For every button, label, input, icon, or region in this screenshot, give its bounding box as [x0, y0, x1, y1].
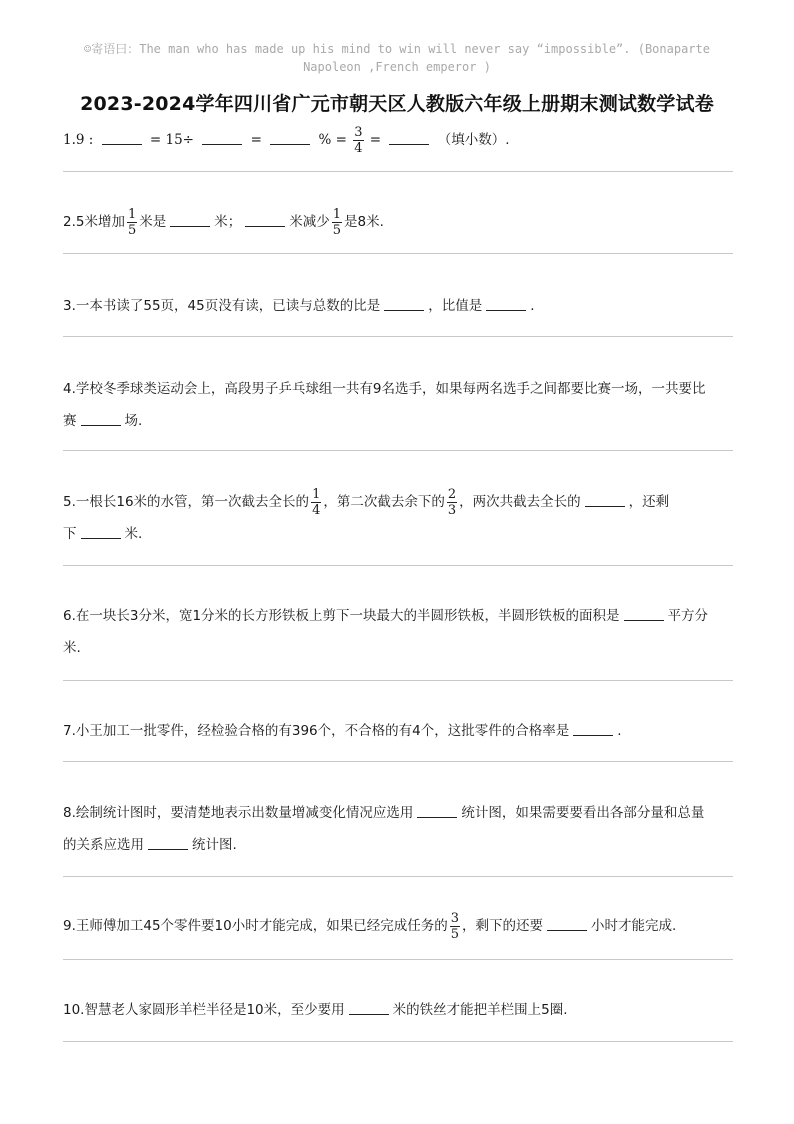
answer-blank[interactable] [486, 296, 526, 311]
divider [63, 680, 733, 681]
fraction: $\frac{1}{5}$ [332, 206, 342, 238]
divider [63, 565, 733, 566]
answer-blank[interactable] [624, 606, 664, 621]
question-1: 1.9 : = 15÷ = % = $\frac{3}{4}$ = （填小数）. [63, 124, 510, 156]
divider [63, 171, 733, 172]
motto-header [40, 40, 754, 76]
divider [63, 1041, 733, 1042]
question-8: 8.绘制统计图时，要清楚地表示出数量增减变化情况应选用 统计图，如果需要要看出各部分量和总量 的关系应选用 统计图. [63, 805, 705, 853]
question-3: 3.一本书读了55页，45页没有读，已读与总数的比是 ，比值是 . [63, 298, 535, 314]
question-6: 6.在一块长3分米，宽1分米的长方形铁板上剪下一块最大的半圆形铁板，半圆形铁板的面积是 平方分 米. [63, 608, 709, 656]
answer-blank[interactable] [384, 296, 424, 311]
divider [63, 761, 733, 762]
fraction: $\frac{1}{5}$ [127, 206, 137, 238]
answer-blank[interactable] [81, 411, 121, 426]
answer-blank[interactable] [102, 130, 142, 145]
divider [63, 336, 733, 337]
answer-blank[interactable] [573, 721, 613, 736]
answer-blank[interactable] [349, 1000, 389, 1015]
question-9: 9.王师傅加工45个零件要10小时才能完成，如果已经完成任务的 $\frac{3}{5}$ ，剩下的还要 小时才能完成. [63, 910, 677, 942]
answer-blank[interactable] [585, 492, 625, 507]
fraction: $\frac{1}{4}$ [312, 486, 321, 518]
answer-blank[interactable] [170, 212, 210, 227]
fraction: $\frac{3}{4}$ [354, 124, 363, 156]
divider [63, 876, 733, 877]
answer-blank[interactable] [389, 130, 429, 145]
divider [63, 959, 733, 960]
answer-blank[interactable] [245, 212, 285, 227]
divider [63, 253, 733, 254]
question-7: 7.小王加工一批零件，经检验合格的有396个，不合格的有4个，这批零件的合格率是 . [63, 723, 622, 739]
answer-blank[interactable] [547, 916, 587, 931]
divider [63, 450, 733, 451]
question-2: 2.5米增加 $\frac{1}{5}$ 米是 米； 米减少 $\frac{1}{5}$ 是8米. [63, 206, 384, 238]
fraction: $\frac{2}{3}$ [447, 486, 457, 518]
fraction: $\frac{3}{5}$ [450, 910, 460, 942]
answer-blank[interactable] [81, 524, 121, 539]
exam-title: 2023-2024学年四川省广元市朝天区人教版六年级上册期末测试数学试卷 [80, 93, 714, 115]
answer-blank[interactable] [270, 130, 310, 145]
answer-blank[interactable] [148, 835, 188, 850]
motto-line-2: Napoleon ,French emperor ) [303, 60, 491, 74]
answer-blank[interactable] [202, 130, 242, 145]
answer-blank[interactable] [417, 803, 457, 818]
question-4: 4.学校冬季球类运动会上，高段男子乒乓球组一共有9名选手，如果每两名选手之间都要比赛一场，一共要比 赛 场. [63, 381, 706, 429]
motto-line-1: ☺寄语曰：The man who has made up his mind to win will never say “impossible”. (Bonaparte [84, 42, 710, 56]
question-10: 10.智慧老人家圆形羊栏半径是10米，至少要用 米的铁丝才能把羊栏围上5圈. [63, 1002, 568, 1018]
question-5: 5.一根长16米的水管，第一次截去全长的 $\frac{1}{4}$ ，第二次截去余下的 $\frac{2}{3}$ ，两次共截去全长的 ，还剩 下 米. [63, 486, 670, 542]
